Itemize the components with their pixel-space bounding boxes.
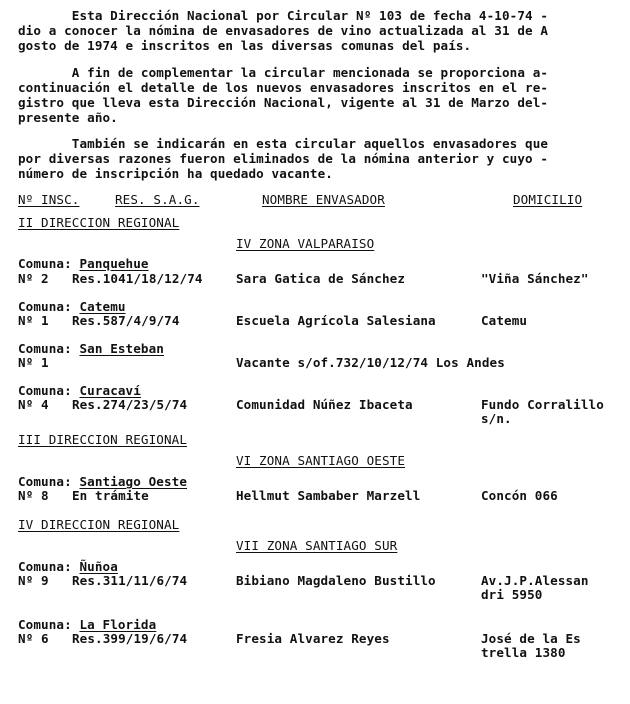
entry-nombre: Sara Gatica de Sánchez [236, 271, 406, 286]
entry-domicilio: Fundo Corralillo [481, 397, 604, 412]
entry-res: Res.274/23/5/74 [72, 397, 188, 412]
entry-nombre: Hellmut Sambaber Marzell [236, 488, 421, 503]
comuna-label: Comuna: [18, 617, 72, 632]
comuna-name: Curacaví [79, 383, 141, 398]
entry-num: Nº 8 [18, 488, 49, 503]
comuna-name: La Florida [79, 617, 157, 632]
comuna-label: Comuna: [18, 383, 72, 398]
comuna-name: Panquehue [79, 256, 149, 271]
entry-num: Nº 4 [18, 397, 49, 412]
intro-p2-line2: continuación el detalle de los nuevos envasadores inscritos en el re- [18, 80, 549, 95]
region-ii: II DIRECCION REGIONAL [18, 215, 180, 230]
intro-p1-line3: gosto de 1974 e inscritos en las diversas comunas del país. [18, 38, 472, 53]
header-domicilio: DOMICILIO [513, 192, 583, 207]
comuna-row [18, 256, 149, 271]
entry-res: Res.399/19/6/74 [72, 631, 188, 646]
comuna-name: San Esteban [79, 341, 164, 356]
comuna-label: Comuna: [18, 256, 72, 271]
region-iii: III DIRECCION REGIONAL [18, 432, 188, 447]
entry-num: Nº 1 [18, 313, 49, 328]
comuna-label: Comuna: [18, 559, 72, 574]
entry-res: Res.1041/18/12/74 [72, 271, 203, 286]
entry-domicilio: Catemu [481, 313, 528, 328]
intro-p2-line3: gistro que lleva esta Dirección Nacional, vigente al 31 de Marzo del- [18, 95, 549, 110]
entry-nombre: Vacante s/of.732/10/12/74 Los Andes [236, 355, 505, 370]
comuna-label: Comuna: [18, 474, 72, 489]
entry-domicilio: "Viña Sánchez" [481, 271, 589, 286]
entry-num: Nº 6 [18, 631, 49, 646]
comuna-label: Comuna: [18, 341, 72, 356]
entry-num: Nº 2 [18, 271, 49, 286]
comuna-name: Ñuñoa [79, 559, 118, 574]
entry-num: Nº 9 [18, 573, 49, 588]
entry-domicilio-cont: dri 5950 [481, 587, 543, 602]
intro-p1-line2: dio a conocer la nómina de envasadores de vino actualizada al 31 de A [18, 23, 549, 38]
entry-res: En trámite [72, 488, 149, 503]
entry-res: Res.311/11/6/74 [72, 573, 188, 588]
entry-nombre: Bibiano Magdaleno Bustillo [236, 573, 436, 588]
comuna-label: Comuna: [18, 299, 72, 314]
entry-domicilio-cont: trella 1380 [481, 645, 566, 660]
entry-domicilio: Av.J.P.Alessan [481, 573, 589, 588]
entry-domicilio: Concón 066 [481, 488, 558, 503]
comuna-row [18, 474, 187, 489]
header-nombre: NOMBRE ENVASADOR [262, 192, 385, 207]
header-res: RES. S.A.G. [115, 192, 200, 207]
intro-p3-line1: También se indicarán en esta circular aquellos envasadores que [18, 136, 549, 151]
comuna-row [18, 341, 164, 356]
comuna-row [18, 299, 126, 314]
zone-vi: VI ZONA SANTIAGO OESTE [236, 453, 406, 468]
entry-domicilio: José de la Es [481, 631, 581, 646]
entry-nombre: Comunidad Núñez Ibaceta [236, 397, 413, 412]
intro-p2-line1: A fin de complementar la circular mencionada se proporciona a- [18, 65, 549, 80]
zone-iv: IV ZONA VALPARAISO [236, 236, 375, 251]
comuna-row [18, 617, 156, 632]
comuna-row [18, 383, 141, 398]
comuna-name: Catemu [79, 299, 126, 314]
intro-p3-line3: número de inscripción ha quedado vacante. [18, 166, 333, 181]
entry-domicilio-cont: s/n. [481, 411, 512, 426]
comuna-name: Santiago Oeste [79, 474, 188, 489]
intro-p3-line2: por diversas razones fueron eliminados de la nómina anterior y cuyo - [18, 151, 549, 166]
entry-nombre: Fresia Alvarez Reyes [236, 631, 390, 646]
entry-num: Nº 1 [18, 355, 49, 370]
zone-vii: VII ZONA SANTIAGO SUR [236, 538, 398, 553]
region-iv: IV DIRECCION REGIONAL [18, 517, 180, 532]
comuna-row [18, 559, 118, 574]
entry-nombre: Escuela Agrícola Salesiana [236, 313, 436, 328]
intro-p1-line1: Esta Dirección Nacional por Circular Nº 103 de fecha 4-10-74 - [18, 8, 549, 23]
header-insc: Nº INSC. [18, 192, 80, 207]
entry-res: Res.587/4/9/74 [72, 313, 180, 328]
intro-p2-line4: presente año. [18, 110, 118, 125]
